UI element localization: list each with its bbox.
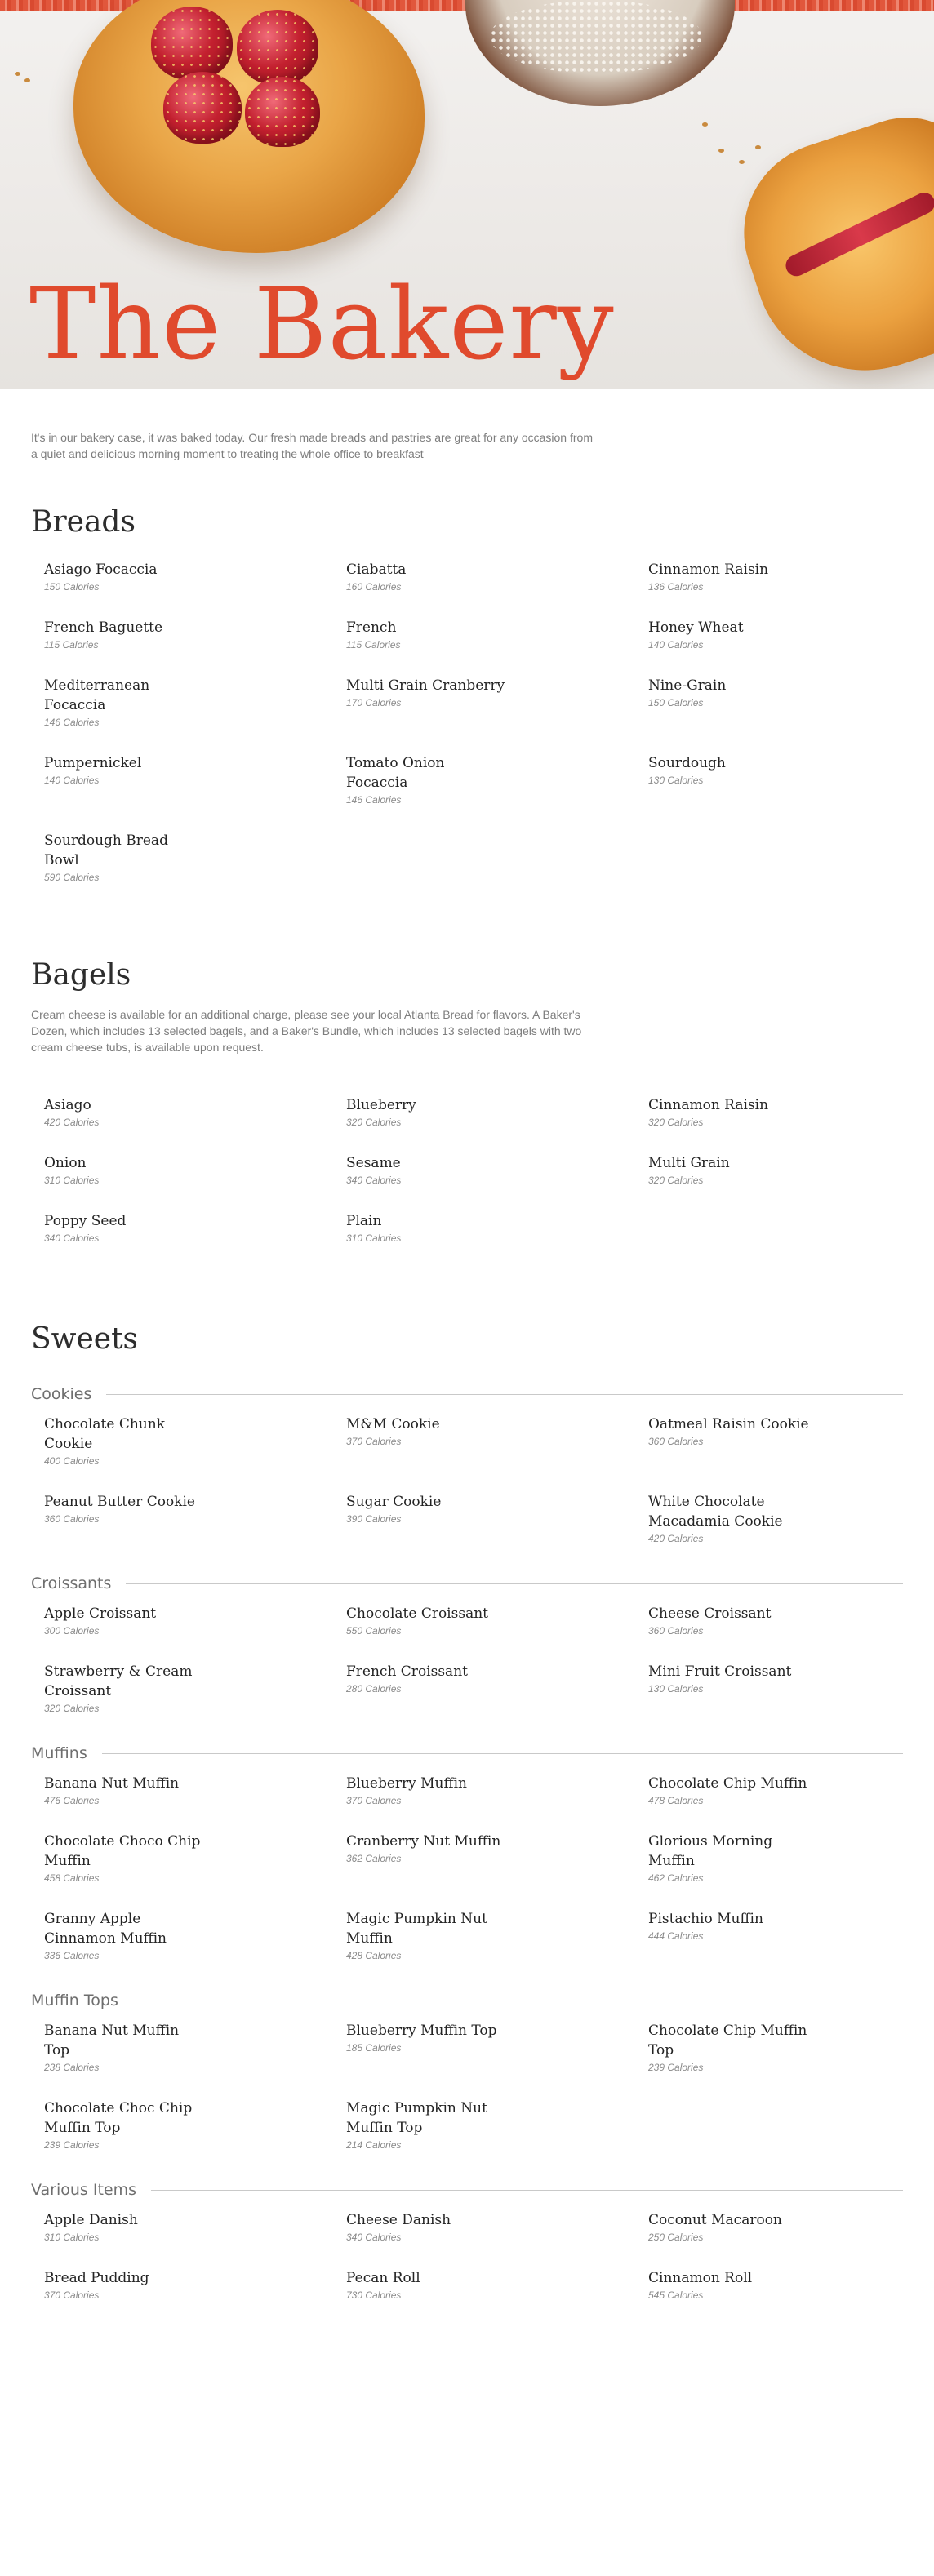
menu-item-coconut-macaroon (648, 2210, 916, 2268)
menu-item-mini-fruit-croissant (648, 1662, 916, 1739)
item-calories: 239 Calories (44, 2139, 100, 2151)
item-name: Cheese Danish (346, 2212, 451, 2228)
breads-title: Breads (31, 505, 136, 539)
item-calories: 462 Calories (648, 1872, 704, 1884)
item-calories: 214 Calories (346, 2139, 402, 2151)
item-name: Multi Grain Cranberry (346, 677, 505, 694)
item-calories: 136 Calories (648, 581, 704, 593)
bagels-note: Cream cheese is available for an additional charge, please see your local Atlanta Bread for flavors. A Baker's Dozen, which includes 13 selected bagels, and a Baker's Bundle, which includes 13 selected bagels with two cream cheese tubs, is available upon request. (31, 1008, 582, 1054)
item-name: Blueberry (346, 1097, 416, 1113)
bagels-grid (31, 1095, 903, 1269)
item-calories: 310 Calories (346, 1232, 402, 1244)
menu-item-cinnamon-raisin (648, 1095, 916, 1153)
item-calories: 476 Calories (44, 1795, 100, 1806)
strawberry-danish-image (73, 0, 425, 253)
subsection-label: Muffins (31, 1744, 87, 1762)
menu-content (0, 429, 934, 2326)
item-calories: 545 Calories (648, 2290, 704, 2301)
item-calories: 146 Calories (44, 717, 100, 728)
menu-item-cinnamon-roll (648, 2268, 916, 2326)
item-calories: 478 Calories (648, 1795, 704, 1806)
menu-item-cheese-danish (346, 2210, 648, 2268)
item-name: Peanut Butter Cookie (44, 1494, 195, 1510)
item-name: Cranberry Nut Muffin (346, 1833, 501, 1850)
item-calories: 115 Calories (346, 639, 401, 651)
item-name: Sesame (346, 1155, 401, 1171)
item-calories: 370 Calories (346, 1795, 402, 1806)
item-name: Tomato Onion Focaccia (346, 755, 445, 791)
item-calories: 340 Calories (346, 1175, 402, 1186)
item-name: Chocolate Choco Chip Muffin (44, 1833, 201, 1869)
menu-item-pecan-roll (346, 2268, 648, 2326)
menu-item-magic-pumpkin-nut-muffin (346, 1909, 648, 1987)
item-calories: 310 Calories (44, 2232, 100, 2243)
item-calories: 420 Calories (44, 1117, 100, 1128)
item-calories: 336 Calories (44, 1950, 100, 1961)
muffins-grid (31, 1774, 903, 1987)
menu-item-pumpernickel (44, 753, 346, 831)
item-calories: 239 Calories (648, 2062, 704, 2073)
item-calories: 130 Calories (648, 1683, 704, 1694)
muffin-tops-grid (31, 2021, 903, 2176)
menu-item-multi-grain-cranberry (346, 676, 648, 753)
menu-item-m-m-cookie (346, 1415, 648, 1492)
item-name: Sugar Cookie (346, 1494, 442, 1510)
item-name: Sourdough (648, 755, 726, 771)
subsection-various-items (31, 2178, 903, 2202)
item-name: Ciabatta (346, 562, 407, 578)
item-calories: 360 Calories (648, 1436, 704, 1447)
item-name: Pumpernickel (44, 755, 142, 771)
item-name: Chocolate Croissant (346, 1606, 488, 1622)
menu-item-cheese-croissant (648, 1604, 916, 1662)
item-name: M&M Cookie (346, 1416, 440, 1432)
menu-item-multi-grain (648, 1153, 916, 1211)
item-name: Pistachio Muffin (648, 1911, 763, 1927)
menu-item-apple-danish (44, 2210, 346, 2268)
menu-item-granny-apple-cinnamon-muffin (44, 1909, 346, 1987)
item-calories: 310 Calories (44, 1175, 100, 1186)
item-calories: 140 Calories (44, 775, 100, 786)
menu-item-chocolate-chip-muffin-top (648, 2021, 916, 2099)
item-name: Bread Pudding (44, 2270, 149, 2286)
item-name: Mini Fruit Croissant (648, 1663, 792, 1680)
menu-item-mediterranean-focaccia (44, 676, 346, 753)
menu-item-glorious-morning-muffin (648, 1832, 916, 1909)
menu-item-honey-wheat (648, 618, 916, 676)
item-calories: 420 Calories (648, 1533, 704, 1544)
menu-item-banana-nut-muffin (44, 1774, 346, 1832)
menu-item-cranberry-nut-muffin (346, 1832, 648, 1909)
item-name: Plain (346, 1213, 382, 1229)
menu-item-oatmeal-raisin-cookie (648, 1415, 916, 1492)
item-name: French (346, 620, 397, 636)
menu-item-tomato-onion-focaccia (346, 753, 648, 831)
subsection-label: Muffin Tops (31, 1992, 118, 2010)
item-name: Coconut Macaroon (648, 2212, 782, 2228)
item-name: Cinnamon Raisin (648, 562, 769, 578)
page-title: The Bakery (29, 266, 615, 382)
item-calories: 185 Calories (346, 2042, 402, 2054)
intro-text: It's in our bakery case, it was baked today. Our fresh made breads and pastries are great for any occasion from a quiet and delicious morning moment to treating the whole office to breakfast (31, 431, 593, 460)
menu-item-sugar-cookie (346, 1492, 648, 1570)
subsection-muffin-tops (31, 1988, 903, 2013)
item-name: French Croissant (346, 1663, 468, 1680)
item-calories: 115 Calories (44, 639, 99, 651)
menu-item-chocolate-choc-chip-muffin-top (44, 2099, 346, 2176)
item-calories: 140 Calories (648, 639, 704, 651)
divider (126, 1583, 903, 1584)
item-name: Blueberry Muffin Top (346, 2023, 497, 2039)
menu-item-magic-pumpkin-nut-muffin-top (346, 2099, 648, 2176)
item-calories: 300 Calories (44, 1625, 100, 1637)
item-name: Pecan Roll (346, 2270, 420, 2286)
menu-item-onion (44, 1153, 346, 1211)
sweets-groups (31, 1382, 903, 2326)
item-calories: 150 Calories (648, 697, 704, 708)
menu-item-strawberry-cream-croissant (44, 1662, 346, 1739)
menu-item-blueberry (346, 1095, 648, 1153)
breads-grid (31, 560, 903, 908)
item-calories: 320 Calories (648, 1175, 704, 1186)
menu-item-sourdough-bread-bowl (44, 831, 346, 908)
item-calories: 730 Calories (346, 2290, 402, 2301)
item-calories: 280 Calories (346, 1683, 402, 1694)
sweets-title: Sweets (31, 1322, 139, 1356)
divider (151, 2190, 903, 2191)
menu-item-french-baguette (44, 618, 346, 676)
item-calories: 360 Calories (648, 1625, 704, 1637)
divider (106, 1394, 903, 1395)
item-name: Cinnamon Raisin (648, 1097, 769, 1113)
item-name: Asiago Focaccia (44, 562, 158, 578)
menu-item-blueberry-muffin (346, 1774, 648, 1832)
item-name: Banana Nut Muffin (44, 1775, 180, 1792)
item-calories: 160 Calories (346, 581, 402, 593)
item-calories: 170 Calories (346, 697, 402, 708)
menu-item-sesame (346, 1153, 648, 1211)
menu-item-poppy-seed (44, 1211, 346, 1269)
item-name: Chocolate Chip Muffin Top (648, 2023, 807, 2059)
item-name: Nine-Grain (648, 677, 727, 694)
menu-item-chocolate-chip-muffin (648, 1774, 916, 1832)
item-calories: 250 Calories (648, 2232, 704, 2243)
item-name: Cinnamon Roll (648, 2270, 753, 2286)
subsection-label: Various Items (31, 2181, 137, 2199)
item-calories: 146 Calories (346, 794, 402, 806)
menu-item-blueberry-muffin-top (346, 2021, 648, 2099)
item-name: Poppy Seed (44, 1213, 127, 1229)
menu-item-sourdough (648, 753, 916, 831)
menu-item-cinnamon-raisin (648, 560, 916, 618)
menu-item-banana-nut-muffin-top (44, 2021, 346, 2099)
item-calories: 320 Calories (648, 1117, 704, 1128)
menu-item-apple-croissant (44, 1604, 346, 1662)
item-name: Chocolate Chip Muffin (648, 1775, 807, 1792)
bagels-title: Bagels (31, 958, 131, 992)
item-calories: 340 Calories (44, 1232, 100, 1244)
item-name: Apple Croissant (44, 1606, 157, 1622)
item-name: Cheese Croissant (648, 1606, 772, 1622)
menu-item-nine-grain (648, 676, 916, 753)
subsection-muffins (31, 1741, 903, 1765)
menu-item-chocolate-croissant (346, 1604, 648, 1662)
menu-item-peanut-butter-cookie (44, 1492, 346, 1570)
item-calories: 458 Calories (44, 1872, 100, 1884)
item-calories: 550 Calories (346, 1625, 402, 1637)
menu-item-white-chocolate-macadamia-cookie (648, 1492, 916, 1570)
menu-item-chocolate-choco-chip-muffin (44, 1832, 346, 1909)
item-calories: 362 Calories (346, 1853, 402, 1864)
item-name: Honey Wheat (648, 620, 744, 636)
item-name: Magic Pumpkin Nut Muffin Top (346, 2100, 487, 2136)
subsection-cookies (31, 1382, 903, 1406)
item-calories: 340 Calories (346, 2232, 402, 2243)
menu-item-bread-pudding (44, 2268, 346, 2326)
item-name: Strawberry & Cream Croissant (44, 1663, 193, 1699)
item-calories: 590 Calories (44, 872, 100, 883)
item-name: Magic Pumpkin Nut Muffin (346, 1911, 487, 1947)
item-name: Multi Grain (648, 1155, 730, 1171)
item-name: Oatmeal Raisin Cookie (648, 1416, 809, 1432)
item-name: White Chocolate Macadamia Cookie (648, 1494, 783, 1530)
menu-item-asiago-focaccia (44, 560, 346, 618)
item-name: Apple Danish (44, 2212, 138, 2228)
item-calories: 320 Calories (346, 1117, 402, 1128)
item-calories: 360 Calories (44, 1513, 100, 1525)
item-calories: 130 Calories (648, 775, 704, 786)
menu-item-asiago (44, 1095, 346, 1153)
menu-item-chocolate-chunk-cookie (44, 1415, 346, 1492)
menu-item-pistachio-muffin (648, 1909, 916, 1987)
item-calories: 238 Calories (44, 2062, 100, 2073)
coffee-cake-image (465, 0, 735, 106)
menu-item-plain (346, 1211, 648, 1269)
item-calories: 444 Calories (648, 1930, 704, 1942)
menu-item-ciabatta (346, 560, 648, 618)
subsection-croissants (31, 1571, 903, 1596)
item-calories: 428 Calories (346, 1950, 402, 1961)
item-calories: 150 Calories (44, 581, 100, 593)
item-calories: 400 Calories (44, 1455, 100, 1467)
item-name: Sourdough Bread Bowl (44, 833, 168, 868)
item-calories: 370 Calories (44, 2290, 100, 2301)
subsection-label: Croissants (31, 1574, 112, 1592)
item-name: Onion (44, 1155, 87, 1171)
hero-banner (0, 0, 934, 389)
item-name: Chocolate Choc Chip Muffin Top (44, 2100, 193, 2136)
item-calories: 370 Calories (346, 1436, 402, 1447)
divider (102, 1753, 903, 1754)
item-name: French Baguette (44, 620, 163, 636)
subsection-label: Cookies (31, 1385, 92, 1403)
croissants-grid (31, 1604, 903, 1739)
menu-item-french-croissant (346, 1662, 648, 1739)
various-items-grid (31, 2210, 903, 2326)
cookies-grid (31, 1415, 903, 1570)
item-name: Blueberry Muffin (346, 1775, 467, 1792)
item-calories: 390 Calories (346, 1513, 402, 1525)
item-name: Banana Nut Muffin Top (44, 2023, 180, 2059)
item-name: Granny Apple Cinnamon Muffin (44, 1911, 167, 1947)
item-name: Chocolate Chunk Cookie (44, 1416, 165, 1452)
cherry-danish-image (721, 99, 934, 389)
menu-item-french (346, 618, 648, 676)
item-calories: 320 Calories (44, 1703, 100, 1714)
item-name: Mediterranean Focaccia (44, 677, 150, 713)
item-name: Glorious Morning Muffin (648, 1833, 773, 1869)
item-name: Asiago (44, 1097, 91, 1113)
